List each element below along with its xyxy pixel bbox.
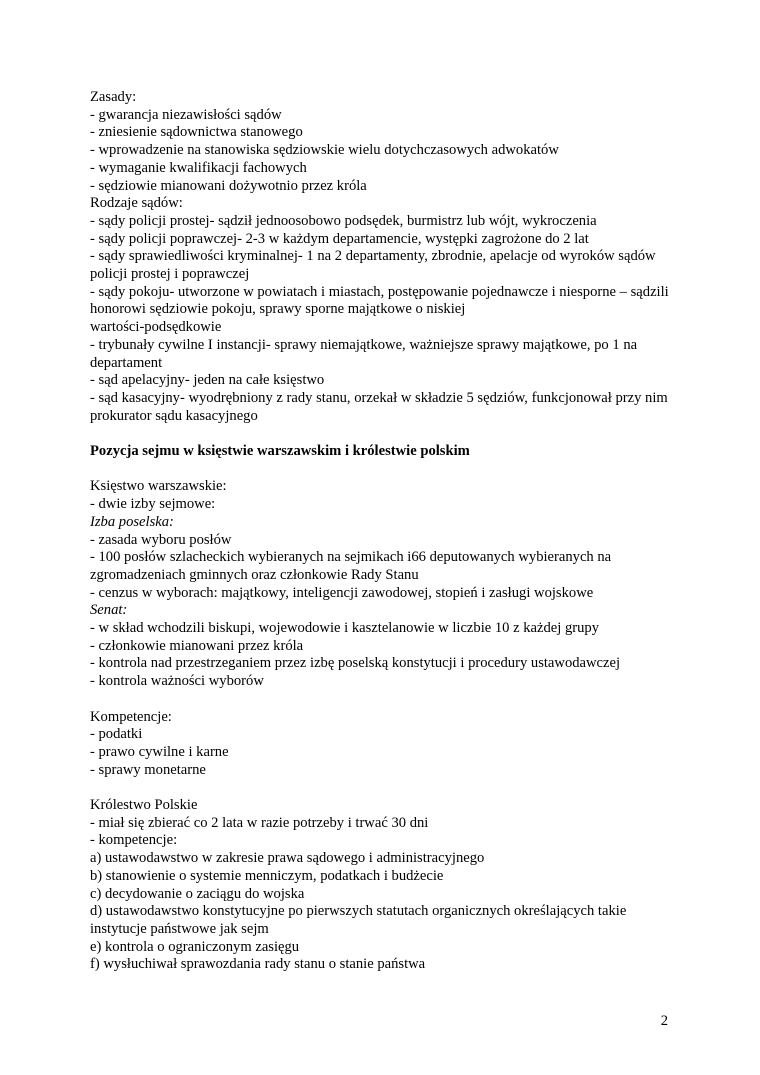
- competence-item: - prawo cywilne i karne: [90, 743, 229, 760]
- court-type-item: - sąd kasacyjny- wyodrębniony z rady stanu, orzekał w składzie 5 sędziów, funkcjonował przy nim prokurator sądu kasacyjnego: [90, 389, 668, 424]
- court-type-item: - sądy pokoju- utworzone w powiatach i miastach, postępowanie pojednawcze i niesporne – sądzili honorowi sędziowie pokoju, sprawy sporne majątkowe o niskiej: [90, 283, 669, 318]
- court-type-item: - sąd apelacyjny- jeden na całe księstwo: [90, 372, 325, 389]
- lower-chamber-title: Izba poselska:: [90, 513, 174, 530]
- lower-chamber-item: - zasada wyboru posłów: [90, 531, 232, 548]
- senate-item: - członkowie mianowani przez króla: [90, 637, 304, 654]
- competences-title: Kompetencje:: [90, 708, 172, 725]
- senate-item: - w skład wchodzili biskupi, wojewodowie i kasztelanowie w liczbie 10 z każdej grupy: [90, 620, 600, 637]
- kingdom-title: Królestwo Polskie: [90, 797, 198, 814]
- page-number: 2: [660, 1013, 668, 1029]
- kingdom-item: e) kontrola o ograniczonym zasięgu: [90, 938, 300, 955]
- court-type-item: - sądy policji prostej- sądził jednoosobowo podsędek, burmistrz lub wójt, wykroczenia: [90, 212, 597, 229]
- principle-item: - wymaganie kwalifikacji fachowych: [90, 159, 307, 176]
- kingdom-item: d) ustawodawstwo konstytucyjne po pierwszych statutach organicznych określających takie instytucje państwowe jak sejm: [90, 903, 627, 937]
- kingdom-item: - miał się zbierać co 2 lata w razie potrzeby i trwać 30 dni: [90, 814, 429, 831]
- duchy-chambers: - dwie izby sejmowe:: [90, 496, 216, 513]
- duchy-title: Księstwo warszawskie:: [90, 478, 227, 495]
- spacer: [90, 691, 680, 709]
- court-type-item: - trybunały cywilne I instancji- sprawy niemajątkowe, ważniejsze sprawy majątkowe, po 1 na departament: [90, 336, 638, 371]
- principles-heading: Zasady:: [90, 89, 137, 105]
- page-content: [90, 89, 680, 974]
- competence-item: - podatki: [90, 726, 143, 743]
- principle-item: - zniesienie sądownictwa stanowego: [90, 124, 303, 141]
- court-type-item: - sądy sprawiedliwości kryminalnej- 1 na 2 departamenty, zbrodnie, apelacje od wyroków sądów policji prostej i poprawczej: [90, 248, 656, 283]
- principle-item: - wprowadzenie na stanowiska sędziowskie wielu dotychczasowych adwokatów: [90, 142, 559, 159]
- lower-chamber-item: - cenzus w wyborach: majątkowy, inteligencji zawodowej, stopień i zasługi wojskowe: [90, 584, 594, 601]
- kingdom-item: b) stanowienie o systemie menniczym, podatkach i budżecie: [90, 867, 444, 884]
- court-type-item: wartości-podsędkowie: [90, 319, 222, 336]
- senate-item: - kontrola nad przestrzeganiem przez izbę poselską konstytucji i procedury ustawodawczej: [90, 655, 621, 672]
- kingdom-item: f) wysłuchiwał sprawozdania rady stanu o stanie państwa: [90, 956, 426, 973]
- spacer: [90, 425, 680, 443]
- principle-item: - gwarancja niezawisłości sądów: [90, 106, 282, 123]
- senate-title: Senat:: [90, 602, 128, 619]
- competence-item: - sprawy monetarne: [90, 761, 206, 778]
- court-types-heading: Rodzaje sądów:: [90, 195, 183, 212]
- spacer: [90, 461, 680, 479]
- lower-chamber-item: - 100 posłów szlacheckich wybieranych na sejmikach i66 deputowanych wybieranych na zgromadzeniach gminnych oraz członkowie Rady Stanu: [90, 549, 612, 583]
- kingdom-item: c) decydowanie o zaciągu do wojska: [90, 885, 305, 902]
- principle-item: - sędziowie mianowani dożywotnio przez króla: [90, 177, 367, 194]
- court-type-item: - sądy policji poprawczej- 2-3 w każdym departamencie, występki zagrożone do 2 lat: [90, 230, 589, 247]
- section-heading: Pozycja sejmu w księstwie warszawskim i królestwie polskim: [90, 443, 470, 460]
- kingdom-item: a) ustawodawstwo w zakresie prawa sądowego i administracyjnego: [90, 850, 485, 867]
- kingdom-item: - kompetencje:: [90, 832, 178, 849]
- senate-item: - kontrola ważności wyborów: [90, 673, 264, 690]
- spacer: [90, 779, 680, 797]
